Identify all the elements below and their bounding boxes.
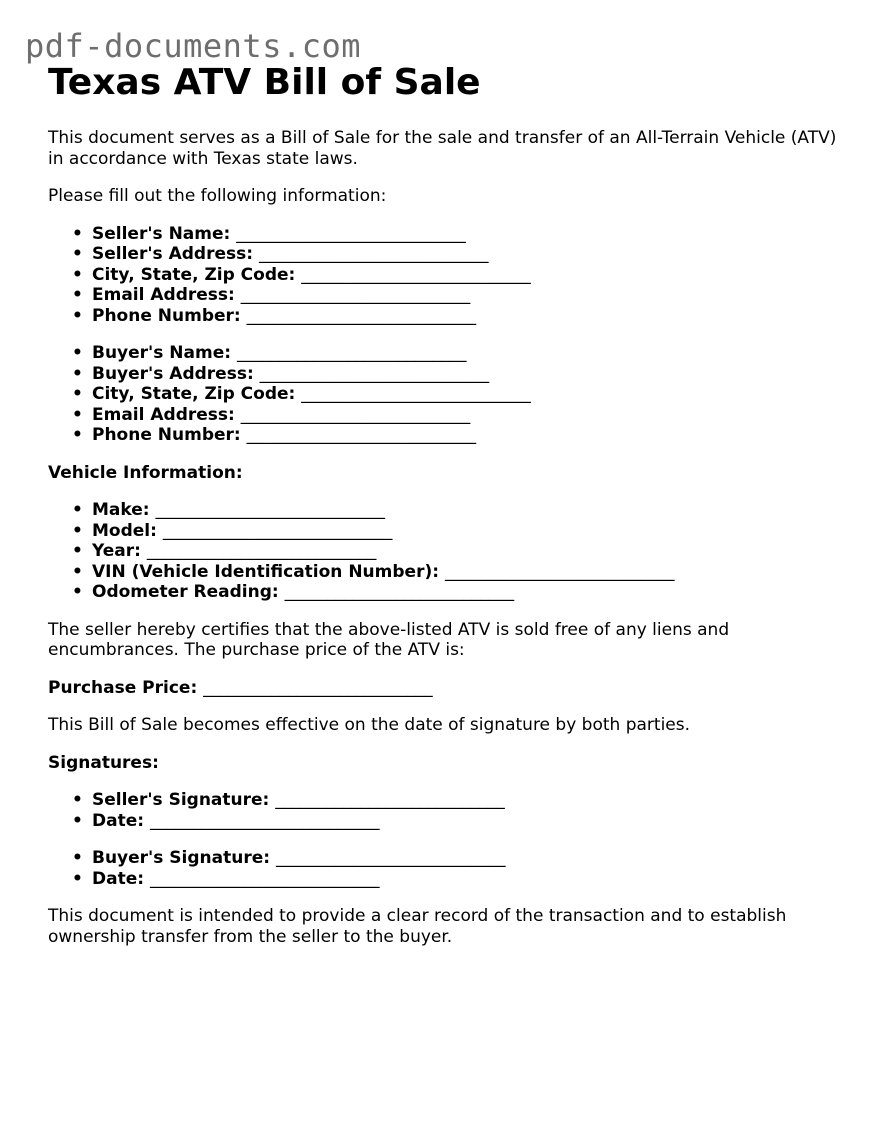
list-item [92, 306, 848, 327]
list-item [92, 425, 848, 446]
year-field[interactable]: ___________________________ [146, 541, 377, 561]
seller-list [48, 224, 848, 327]
seller-date-field[interactable]: ___________________________ [149, 810, 380, 831]
list-item [92, 384, 848, 405]
list-item [92, 500, 848, 521]
list-item [92, 343, 848, 364]
buyer-email-field[interactable]: ___________________________ [240, 404, 471, 425]
vehicle-heading: Vehicle Information: [48, 462, 243, 483]
buyer-phone-field[interactable]: ___________________________ [246, 425, 477, 445]
buyer-signature-label: Buyer's Signature: [92, 848, 271, 868]
seller-email-field[interactable]: ___________________________ [240, 285, 471, 305]
watermark: pdf-documents.com [25, 27, 362, 65]
buyer-signature-list [48, 848, 848, 889]
instructions-paragraph: Please fill out the following information: [48, 186, 387, 206]
buyer-signature-field[interactable]: ___________________________ [275, 848, 506, 868]
seller-address-label: Seller's Address: [92, 244, 254, 264]
list-item [92, 405, 848, 426]
page-title: Texas ATV Bill of Sale [48, 62, 481, 103]
buyer-email-label: Email Address: [92, 404, 235, 425]
seller-name-label: Seller's Name: [92, 223, 231, 244]
buyer-city-label: City, State, Zip Code: [92, 384, 296, 404]
list-item [92, 244, 848, 265]
closing-paragraph: This document is intended to provide a clear record of the transaction and to establish ownership transfer from the seller to the buyer. [48, 906, 787, 947]
list-item [92, 364, 848, 385]
seller-date-label: Date: [92, 810, 145, 831]
seller-phone-label: Phone Number: [92, 305, 241, 326]
buyer-date-field[interactable]: ___________________________ [149, 868, 380, 889]
list-item [92, 790, 848, 811]
seller-signature-field[interactable]: ___________________________ [275, 790, 505, 810]
vin-field[interactable]: ___________________________ [444, 561, 675, 582]
odometer-field[interactable]: ___________________________ [284, 582, 515, 602]
seller-phone-field[interactable]: ___________________________ [246, 305, 477, 326]
seller-email-label: Email Address: [92, 285, 235, 305]
model-label: Model: [92, 520, 157, 541]
buyer-phone-label: Phone Number: [92, 425, 241, 445]
purchase-price-line [48, 678, 848, 699]
seller-address-field[interactable]: ___________________________ [258, 244, 489, 264]
seller-signature-label: Seller's Signature: [92, 790, 270, 810]
list-item [92, 582, 848, 603]
seller-city-field[interactable]: ___________________________ [301, 264, 531, 285]
list-item [92, 869, 848, 890]
purchase-price-field[interactable]: ___________________________ [203, 677, 433, 698]
vin-label: VIN (Vehicle Identification Number): [92, 561, 440, 582]
intro-paragraph: This document serves as a Bill of Sale for the sale and transfer of an All-Terrain Vehicle (ATV) in accordance with Texas state laws. [48, 128, 837, 169]
list-item [92, 541, 848, 562]
buyer-name-field[interactable]: ___________________________ [236, 343, 467, 363]
year-label: Year: [92, 541, 141, 561]
certify-paragraph: The seller hereby certifies that the above-listed ATV is sold free of any liens and encumbrances. The purchase price of the ATV is: [48, 619, 730, 660]
buyer-list [48, 343, 848, 446]
buyer-city-field[interactable]: ___________________________ [301, 384, 531, 404]
buyer-address-label: Buyer's Address: [92, 363, 254, 384]
list-item [92, 265, 848, 286]
purchase-price-label: Purchase Price: [48, 677, 198, 698]
document-body [48, 60, 848, 947]
buyer-address-field[interactable]: ___________________________ [259, 363, 490, 384]
seller-signature-list [48, 790, 848, 831]
signatures-heading: Signatures: [48, 752, 159, 773]
make-field[interactable]: ___________________________ [155, 500, 385, 520]
seller-city-label: City, State, Zip Code: [92, 264, 296, 285]
buyer-name-label: Buyer's Name: [92, 343, 232, 363]
list-item [92, 562, 848, 583]
vehicle-list [48, 500, 848, 603]
list-item [92, 848, 848, 869]
seller-name-field[interactable]: ___________________________ [236, 223, 466, 244]
odometer-label: Odometer Reading: [92, 582, 279, 602]
buyer-date-label: Date: [92, 868, 145, 889]
make-label: Make: [92, 500, 150, 520]
model-field[interactable]: ___________________________ [162, 520, 393, 541]
list-item [92, 521, 848, 542]
list-item [92, 285, 848, 306]
effective-paragraph: This Bill of Sale becomes effective on the date of signature by both parties. [48, 715, 691, 735]
list-item [92, 811, 848, 832]
list-item [92, 224, 848, 245]
